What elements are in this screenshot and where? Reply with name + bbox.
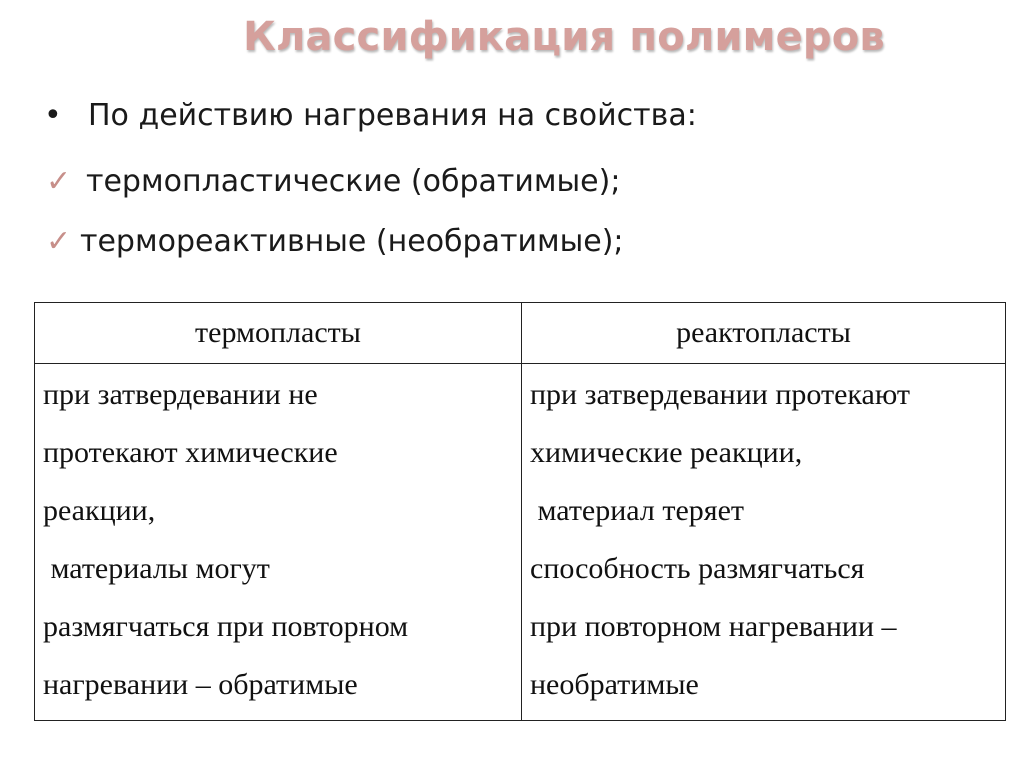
check-item bbox=[46, 224, 624, 259]
cell-text-line: при повторном нагревании – bbox=[530, 610, 897, 643]
cell-text-line: необратимые bbox=[530, 668, 699, 701]
slide-title: Классификация полимеров bbox=[243, 14, 885, 60]
cell-text-line: нагревании – обратимые bbox=[43, 668, 358, 701]
table-row bbox=[35, 364, 1006, 721]
check-icon: ✓ bbox=[46, 224, 72, 259]
cell-text-line: реакции, bbox=[43, 494, 156, 527]
check-icon: ✓ bbox=[46, 164, 72, 199]
check-text: термопластические (обратимые); bbox=[86, 164, 621, 199]
table-cell-reactoplastics bbox=[522, 364, 1006, 721]
bullet-icon: • bbox=[44, 98, 62, 133]
table-header-cell: термопласты bbox=[35, 303, 522, 364]
table-header-cell: реактопласты bbox=[522, 303, 1006, 364]
cell-text-line: материал теряет bbox=[530, 494, 744, 527]
bullet-item bbox=[44, 98, 697, 133]
cell-text-line: протекают химические bbox=[43, 436, 338, 469]
table-header-row bbox=[35, 303, 1006, 364]
check-item bbox=[46, 164, 620, 199]
table-cell-thermoplastics bbox=[35, 364, 522, 721]
comparison-table bbox=[34, 302, 1006, 721]
cell-text-line: способность размягчаться bbox=[530, 552, 865, 585]
check-text: термореактивные (необратимые); bbox=[80, 224, 624, 259]
cell-text-line: при затвердевании не bbox=[43, 378, 318, 411]
cell-text-line: химические реакции, bbox=[530, 436, 803, 469]
cell-text-line: размягчаться при повторном bbox=[43, 610, 409, 643]
cell-text-line: при затвердевании протекают bbox=[530, 378, 910, 411]
cell-text-line: материалы могут bbox=[43, 552, 270, 585]
bullet-text: По действию нагревания на свойства: bbox=[88, 98, 697, 133]
